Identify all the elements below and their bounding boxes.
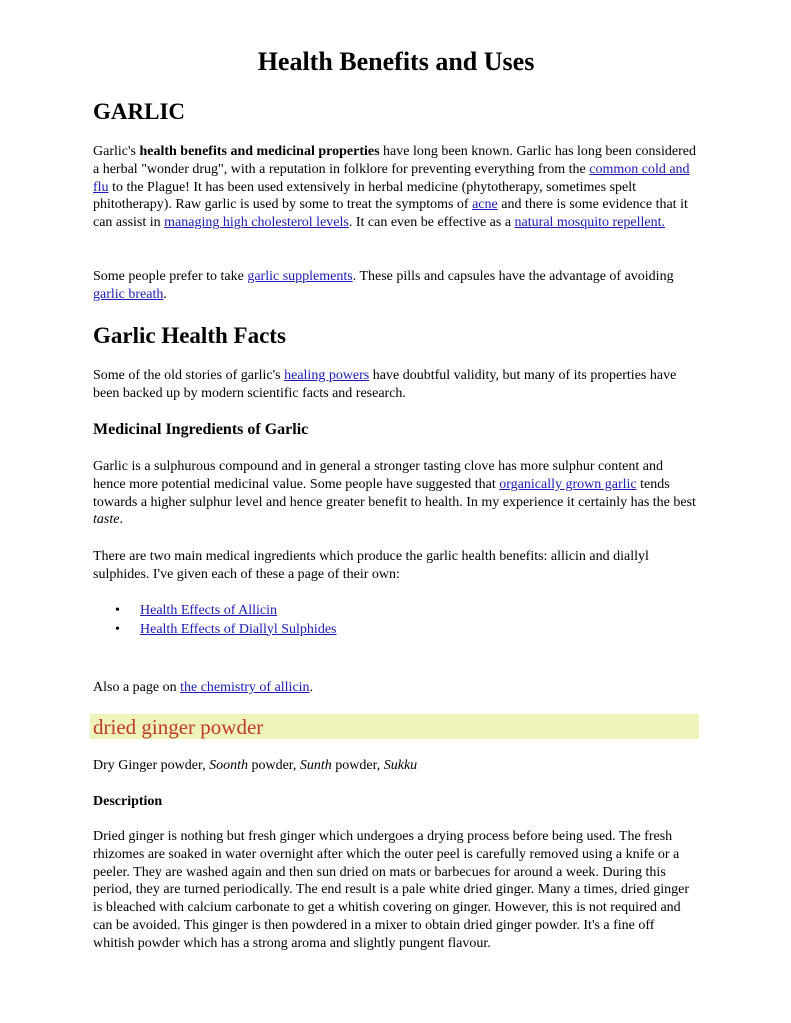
list-item	[115, 602, 336, 621]
garlic-heading: GARLIC	[93, 99, 186, 124]
link-common-cold-and-flu[interactable]: common cold and flu	[93, 161, 690, 195]
sulphur-paragraph: Garlic is a sulphurous compound and in general a stronger tasting clove has more sulphur content and hence more potential medicinal value. Some people have suggested that organically grown garlic tends towards a higher sulphur level and hence greater benefit to health. In my experience it certainly has the best taste.	[93, 459, 696, 528]
ingredient-links-list	[115, 602, 336, 639]
list-item	[115, 621, 336, 640]
link-health-effects-diallyl-sulphides[interactable]: Health Effects of Diallyl Sulphides	[140, 621, 337, 637]
garlic-supplements-paragraph: Some people prefer to take garlic supplements. These pills and capsules have the advantage of avoiding garlic breath.	[93, 269, 674, 302]
garlic-intro-paragraph: Garlic's health benefits and medicinal properties have long been known. Garlic has long been considered a herbal "wonder drug", with a reputation in folklore for preventing everything from the common cold and flu to the Plague! It has been used extensively in herbal medicine (phytotherapy, sometimes spelt phitotherapy). Raw garlic is used by some to treat the symptoms of acne and there is some evidence that it can assist in managing high cholesterol levels. It can even be effective as a natural mosquito repellent.	[93, 144, 696, 231]
bold-phrase: health benefits and medicinal properties	[139, 144, 380, 159]
ingredients-paragraph: There are two main medical ingredients which produce the garlic health benefits: allicin and diallyl sulphides. I've given each of these a page of their own:	[93, 549, 649, 582]
link-garlic-breath[interactable]: garlic breath	[93, 286, 164, 302]
bullet-icon: •	[115, 621, 120, 637]
page-title: Health Benefits and Uses	[257, 47, 535, 76]
link-natural-mosquito-repellent[interactable]: natural mosquito repellent.	[514, 215, 666, 231]
garlic-health-facts-heading: Garlic Health Facts	[93, 323, 286, 348]
link-health-effects-allicin[interactable]: Health Effects of Allicin	[140, 603, 277, 618]
allicin-chemistry-paragraph: Also a page on the chemistry of allicin.	[93, 680, 314, 695]
ginger-description-paragraph: Dried ginger is nothing but fresh ginger which undergoes a drying process before being used. The fresh rhizomes are soaked in water overnight after which the outer peel is carefully removed using a knife or a peeler. They are washed again and then sun dried on mats or barbecues for around a week. During this period, they are turned periodically. The end result is a pale white dried ginger. Many a times, dried ginger is bleached with calcium carbonate to get a whitish covering on ginger. However, this is not required and can be avoided. This ginger is then powdered in a mixer to obtain dried ginger powder. It's a fine off whitish powder which has a strong aroma and slightly pungent flavour.	[93, 829, 689, 951]
link-garlic-supplements[interactable]: garlic supplements	[247, 269, 353, 284]
link-managing-high-cholesterol[interactable]: managing high cholesterol levels	[164, 215, 349, 231]
link-healing-powers[interactable]: healing powers	[284, 368, 370, 383]
facts-paragraph: Some of the old stories of garlic's healing powers have doubtful validity, but many of its properties have been backed up by modern scientific facts and research.	[93, 368, 677, 401]
medicinal-ingredients-heading: Medicinal Ingredients of Garlic	[93, 421, 309, 438]
link-chemistry-of-allicin[interactable]: the chemistry of allicin	[180, 680, 310, 695]
description-heading: Description	[93, 794, 163, 809]
bullet-icon: •	[115, 603, 120, 618]
link-acne[interactable]: acne	[472, 197, 498, 213]
ginger-heading: dried ginger powder	[93, 715, 264, 739]
link-organically-grown-garlic[interactable]: organically grown garlic	[499, 476, 637, 492]
ginger-names-line: Dry Ginger powder, Soonth powder, Sunth powder, Sukku	[93, 758, 418, 773]
